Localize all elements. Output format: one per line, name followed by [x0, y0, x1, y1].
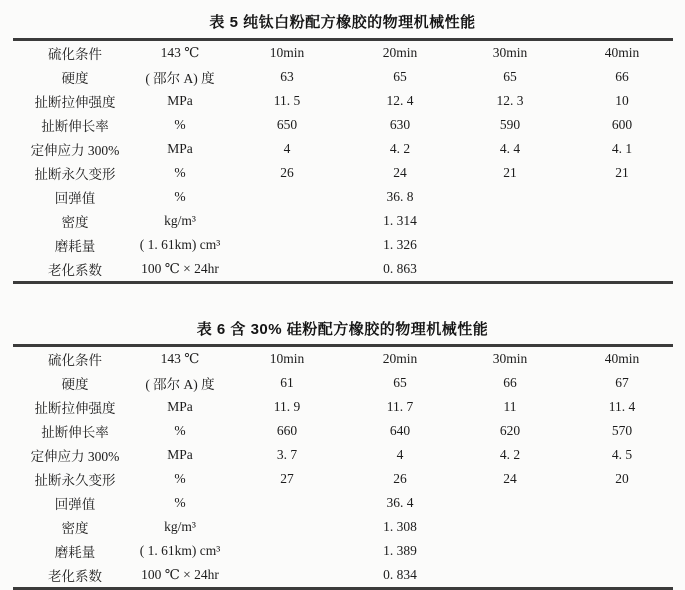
table-row	[13, 443, 673, 467]
header-cure-time: 20min	[382, 351, 418, 366]
header-cure-time: 10min	[269, 45, 305, 60]
property-value	[449, 491, 571, 515]
property-value	[449, 563, 571, 589]
table-row	[13, 395, 673, 419]
table-row	[13, 563, 673, 589]
property-value: 24	[503, 471, 517, 486]
property-value	[449, 185, 571, 209]
property-label: 老化系数	[48, 263, 102, 278]
property-value: 11. 5	[273, 93, 301, 108]
table-row	[13, 371, 673, 395]
property-unit: 100 ℃ × 24hr	[141, 261, 219, 276]
property-value: 4. 4	[499, 141, 521, 156]
table6-header-row	[13, 346, 673, 372]
property-value	[449, 209, 571, 233]
table-row	[13, 161, 673, 185]
header-cure-time: 40min	[604, 351, 640, 366]
property-value	[223, 185, 351, 209]
table-row	[13, 137, 673, 161]
table-row	[13, 65, 673, 89]
property-value: 26	[393, 471, 407, 486]
property-value: 61	[280, 375, 294, 390]
table-row	[13, 467, 673, 491]
property-label: 磨耗量	[54, 239, 96, 254]
property-value: 36. 8	[386, 189, 414, 204]
property-value	[223, 257, 351, 283]
property-value: 65	[393, 375, 407, 390]
property-value: 20	[615, 471, 629, 486]
table6-title: 表 6 含 30% 硅粉配方橡胶的物理机械性能	[196, 321, 489, 338]
property-value	[223, 209, 351, 233]
table-row	[13, 113, 673, 137]
property-value	[449, 515, 571, 539]
table-row	[13, 515, 673, 539]
property-unit: ( 邵尔 A) 度	[145, 377, 215, 392]
property-value: 12. 3	[496, 93, 524, 108]
property-value: 1. 389	[383, 543, 417, 558]
property-value: 36. 4	[386, 495, 414, 510]
property-label: 磨耗量	[54, 545, 96, 560]
property-value: 0. 863	[383, 261, 417, 276]
property-value: 620	[499, 423, 521, 438]
property-unit: %	[174, 117, 186, 132]
property-value: 4	[396, 447, 404, 462]
property-label: 扯断拉伸强度	[34, 95, 116, 110]
property-value: 3. 7	[276, 447, 298, 462]
property-label: 扯断伸长率	[41, 425, 109, 440]
property-value: 4. 5	[611, 447, 633, 462]
property-unit: %	[174, 189, 186, 204]
property-value	[571, 491, 673, 515]
table-row	[13, 89, 673, 113]
property-value: 12. 4	[386, 93, 414, 108]
property-value	[223, 233, 351, 257]
property-value: 11. 7	[386, 399, 414, 414]
property-value: 630	[389, 117, 411, 132]
property-value: 11. 9	[273, 399, 301, 414]
property-value: 570	[611, 423, 633, 438]
property-unit: %	[174, 471, 186, 486]
property-value: 4	[283, 141, 291, 156]
header-cure-time: 10min	[269, 351, 305, 366]
property-label: 密度	[61, 521, 89, 536]
property-value: 65	[503, 69, 517, 84]
property-value: 11. 4	[608, 399, 636, 414]
table5	[13, 38, 673, 284]
property-value	[223, 491, 351, 515]
table-row	[13, 185, 673, 209]
table-row	[13, 233, 673, 257]
property-value: 10	[615, 93, 629, 108]
property-value	[223, 539, 351, 563]
property-value	[571, 539, 673, 563]
property-value	[571, 515, 673, 539]
header-cure-time: 40min	[604, 45, 640, 60]
header-cure-time: 30min	[492, 351, 528, 366]
property-unit: MPa	[167, 141, 193, 156]
table5-header-row	[13, 40, 673, 66]
property-label: 硬度	[61, 377, 89, 392]
property-value: 67	[615, 375, 629, 390]
property-label: 定伸应力 300%	[30, 143, 120, 158]
header-condition-label: 硫化条件	[48, 353, 102, 368]
property-label: 回弹值	[54, 497, 96, 512]
header-temperature: 143 ℃	[160, 45, 200, 60]
property-unit: 100 ℃ × 24hr	[141, 567, 219, 582]
property-unit: kg/m³	[164, 213, 196, 228]
property-value: 640	[389, 423, 411, 438]
property-value	[571, 257, 673, 283]
property-unit: %	[174, 495, 186, 510]
property-value	[223, 515, 351, 539]
table6-body	[13, 371, 673, 589]
property-value: 11	[503, 399, 517, 414]
property-value: 650	[276, 117, 298, 132]
property-value: 63	[280, 69, 294, 84]
property-value: 660	[276, 423, 298, 438]
property-value	[449, 539, 571, 563]
table-row	[13, 257, 673, 283]
property-value: 1. 314	[383, 213, 417, 228]
property-label: 老化系数	[48, 569, 102, 584]
header-temperature: 143 ℃	[160, 351, 200, 366]
property-label: 扯断拉伸强度	[34, 401, 116, 416]
table-row	[13, 419, 673, 443]
property-value: 21	[615, 165, 629, 180]
property-unit: MPa	[167, 399, 193, 414]
property-label: 密度	[61, 215, 89, 230]
property-unit: ( 1. 61km) cm³	[139, 237, 221, 252]
property-unit: ( 1. 61km) cm³	[139, 543, 221, 558]
property-value: 4. 2	[499, 447, 521, 462]
table-row	[13, 539, 673, 563]
header-condition-label: 硫化条件	[48, 47, 102, 62]
property-unit: %	[174, 165, 186, 180]
property-value: 4. 1	[611, 141, 633, 156]
property-value: 4. 2	[389, 141, 411, 156]
property-value	[571, 185, 673, 209]
property-value: 21	[503, 165, 517, 180]
property-value	[571, 233, 673, 257]
property-label: 回弹值	[54, 191, 96, 206]
property-value	[223, 563, 351, 589]
property-value: 1. 308	[383, 519, 417, 534]
property-value: 0. 834	[383, 567, 417, 582]
property-label: 硬度	[61, 71, 89, 86]
property-value: 1. 326	[383, 237, 417, 252]
property-label: 扯断永久变形	[34, 473, 116, 488]
property-value: 66	[615, 69, 629, 84]
property-unit: MPa	[167, 447, 193, 462]
table5-title: 表 5 纯钛白粉配方橡胶的物理机械性能	[209, 14, 476, 31]
table-row	[13, 491, 673, 515]
property-value: 27	[280, 471, 294, 486]
property-value	[571, 563, 673, 589]
property-value: 24	[393, 165, 407, 180]
property-value	[571, 209, 673, 233]
property-value	[449, 257, 571, 283]
property-value: 590	[499, 117, 521, 132]
table6	[13, 344, 673, 590]
header-cure-time: 30min	[492, 45, 528, 60]
table5-body	[13, 65, 673, 283]
property-value	[449, 233, 571, 257]
property-unit: ( 邵尔 A) 度	[145, 71, 215, 86]
property-value: 66	[503, 375, 517, 390]
property-label: 扯断伸长率	[41, 119, 109, 134]
property-value: 65	[393, 69, 407, 84]
property-unit: %	[174, 423, 186, 438]
header-cure-time: 20min	[382, 45, 418, 60]
property-value: 600	[611, 117, 633, 132]
table-row	[13, 209, 673, 233]
property-value: 26	[280, 165, 294, 180]
property-label: 扯断永久变形	[34, 167, 116, 182]
property-unit: kg/m³	[164, 519, 196, 534]
property-label: 定伸应力 300%	[30, 449, 120, 464]
property-unit: MPa	[167, 93, 193, 108]
